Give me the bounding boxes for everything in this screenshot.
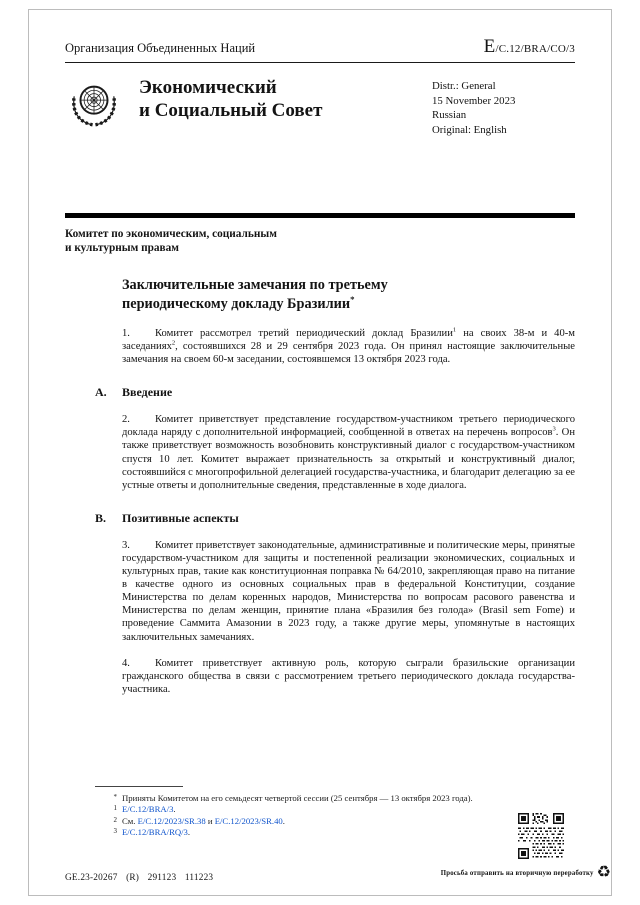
document-symbol: [484, 36, 575, 58]
section-heading-a: [95, 385, 575, 400]
document-body: [95, 276, 575, 696]
document-link[interactable]: E/C.12/2023/SR.38: [137, 815, 206, 826]
text-run: Комитет приветствует законодательные, административные и политические меры, принятые государством-участником для защиты и постепенной реализации экономических, социальных и культурных прав, такие как конституционная поправка № 64/2010, закрепляющая право на питание в качестве одного из основных социальных прав в федеральной Конституции, создание Министерства по делам коренных народов, Министерства по вопросам расового равенства и Министерства по делам женщин, принятие плана «Бразилия без голода» (Brasil sem Fome) и проведение Саммита Амазонии в 2023 году, а также другие меры, упомянутые в настоящих заключительных замечаниях.: [122, 539, 575, 643]
footnote-separator: [95, 786, 183, 787]
text-run: .: [282, 815, 285, 826]
un-emblem-icon: [65, 76, 123, 134]
footnote-text: [122, 827, 510, 838]
footnote-ref: 1: [452, 326, 457, 334]
footnote-text: [122, 804, 510, 815]
footnote-marker: *: [113, 793, 117, 801]
footnotes-block: [95, 786, 510, 839]
footnote-1: [95, 804, 510, 815]
distr-date: 15 November 2023: [432, 94, 516, 107]
paragraph-number: 1.: [122, 328, 130, 339]
paragraph-text: [122, 658, 575, 695]
council-name: [139, 74, 322, 137]
text-run: Приняты Комитетом на его семьдесят четвертой сессии (25 сентября — 13 октября 2023 года).: [122, 793, 473, 803]
text-run: .: [173, 804, 176, 815]
paragraph-text: [122, 540, 575, 643]
footnote-marker: 2: [113, 815, 117, 824]
distr-line: Distr.: General: [432, 80, 496, 92]
text-run: , состоявшихся 28 и 29 сентября 2023 года. Он принял настоящие заключительные замечания на своем 60-м заседании, состоявшемся 13 октября 2023 года.: [122, 341, 575, 366]
document-title: [122, 276, 484, 314]
section-letter: B.: [95, 510, 107, 525]
separator-bar: [65, 213, 575, 218]
document-link[interactable]: E/C.12/2023/SR.40: [214, 815, 283, 826]
text-run: Комитет приветствует активную роль, которую сыграли бразильские организации гражданского общества в связи с рассмотрением третьего периодического доклада государства-участника.: [122, 657, 575, 695]
document-header: [65, 0, 575, 63]
paragraph-number: 4.: [122, 657, 130, 669]
committee-name-line1: Комитет по экономическим, социальным: [65, 228, 277, 240]
footnote-3: [95, 827, 510, 838]
footnote-star: [95, 793, 510, 804]
section-heading-b: [95, 511, 575, 526]
paragraph-4: [122, 657, 575, 696]
text-run: Комитет рассмотрел третий периодический доклад Бразилии: [155, 328, 453, 339]
paragraph-2: [122, 413, 575, 492]
footnote-ref: *: [350, 294, 355, 305]
org-name: Организация Объединенных Наций: [65, 41, 256, 55]
distr-language: Russian: [432, 109, 467, 121]
section-title: Позитивные аспекты: [122, 510, 239, 525]
footnote-ref: 3: [552, 425, 556, 433]
section-title: Введение: [122, 385, 173, 400]
text-run: См.: [122, 815, 138, 826]
document-id-footer: GE.23-20267 (R) 291123 111223: [65, 873, 214, 883]
council-name-line2: и Социальный Совет: [139, 100, 323, 121]
paragraph-1: [122, 327, 575, 366]
qr-code: [518, 813, 564, 859]
page-content: [65, 0, 575, 696]
footnote-marker: 1: [113, 804, 117, 813]
text-run: и: [205, 815, 215, 826]
masthead: [65, 74, 575, 137]
text-run: Комитет приветствует представление государством-участником третьего периодического доклада наряду с дополнительной информацией, сообщенной в ответах на перечень вопросов: [122, 414, 575, 439]
footnote-marker: 3: [113, 827, 117, 836]
text-run: Заключительные замечания по третьему периодическому докладу Бразилии: [122, 277, 388, 312]
recycle-text: Просьба отправить на вторичную переработку: [440, 869, 594, 877]
footnote-ref: 2: [171, 339, 176, 347]
footnote-text: [122, 816, 510, 827]
document-symbol-prefix: E: [483, 36, 496, 57]
distr-original: Original: English: [432, 123, 507, 136]
section-letter: A.: [95, 385, 107, 400]
text-run: . Он также приветствует возможность возобновить конструктивный диалог с государством-участником спустя 10 лет. Комитет выражает признательность за открытый и конструктивный диалог, состоявшийся с многопрофильной делегацией государства-участника, и благодарит делегацию за ее устные ответы и дополнительные сведения, представленные в ходе диалога.: [122, 427, 575, 491]
paragraph-3: [122, 539, 575, 644]
paragraph-text: [122, 414, 575, 490]
paragraph-text: [122, 328, 575, 365]
committee-name-line2: и культурным правам: [65, 242, 179, 254]
paragraph-number: 2.: [122, 414, 130, 426]
recycle-icon: ♻: [596, 864, 611, 881]
footnote-2: [95, 816, 510, 827]
text-run: .: [187, 827, 191, 838]
recycle-notice: [441, 865, 611, 881]
council-name-line1: Экономический: [139, 77, 277, 98]
committee-name: [65, 227, 575, 255]
document-link[interactable]: E/C.12/BRA/RQ/3: [122, 827, 188, 838]
text-run: на своих 38-м и 40-м заседаниях: [122, 328, 575, 353]
paragraph-number: 3.: [122, 539, 130, 551]
document-link[interactable]: E/C.12/BRA/3: [122, 804, 174, 815]
footnote-text: [122, 793, 510, 804]
document-symbol-rest: /C.12/BRA/CO/3: [495, 43, 575, 55]
distribution-block: [432, 74, 575, 137]
